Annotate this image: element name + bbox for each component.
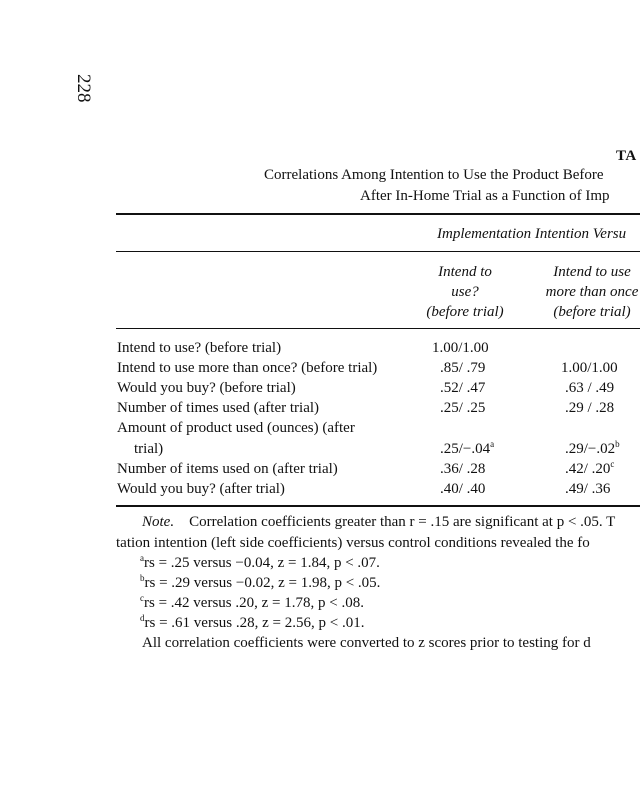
footnote-b: $^b$rs = .29 versus −0.02, z = 1.98, p < .05. bbox=[140, 573, 381, 591]
caption-line-1: Correlations Among Intention to Use the Product Before bbox=[264, 167, 604, 183]
spanner-rule bbox=[116, 251, 640, 252]
column-header-intend-to-use: Intend to use? (before trial) bbox=[426, 264, 504, 320]
table-cell: .85/ .79 bbox=[440, 360, 486, 376]
row-label: Number of times used (after trial) bbox=[117, 400, 320, 416]
caption-line-2: After In-Home Trial as a Function of Imp bbox=[360, 188, 610, 204]
header-rule bbox=[116, 328, 640, 329]
table-cell: .25/−.04$^a$ bbox=[440, 439, 495, 457]
footnote-c: $^c$rs = .42 versus .20, z = 1.78, p < .08. bbox=[140, 593, 364, 611]
table-note-line-1: Note. Correlation coefficients greater than r = .15 are significant at p < .05. T bbox=[142, 514, 616, 530]
table-cell: .40/ .40 bbox=[440, 481, 486, 497]
table-cell: .29/−.02$^b$ bbox=[565, 439, 620, 457]
row-label: Number of items used on (after trial) bbox=[117, 461, 338, 477]
column-header-intend-more-than-once: Intend to use more than once (before trial) bbox=[545, 264, 639, 320]
row-label-continuation: trial) bbox=[134, 441, 164, 457]
table-cell: .42/ .20$^c$ bbox=[565, 459, 615, 477]
footnote-a: $^a$rs = .25 versus −0.04, z = 1.84, p < .07. bbox=[140, 553, 380, 571]
row-label: Would you buy? (before trial) bbox=[117, 380, 296, 396]
table-note-last-line: All correlation coefficients were converted to z scores prior to testing for d bbox=[142, 635, 591, 651]
table-cell: .63 / .49 bbox=[565, 380, 615, 396]
row-label: Would you buy? (after trial) bbox=[117, 481, 285, 497]
table-label: TA bbox=[616, 148, 637, 164]
page-number: 228 bbox=[73, 74, 94, 103]
table-cell: 1.00/1.00 bbox=[561, 360, 618, 376]
footnote-d: $^d$rs = .61 versus .28, z = 2.56, p < .01. bbox=[140, 613, 365, 631]
table-cell: .25/ .25 bbox=[440, 400, 486, 416]
table-cell: 1.00/1.00 bbox=[432, 340, 489, 356]
table-note-line-2: tation intention (left side coefficients) versus control conditions revealed the fo bbox=[116, 535, 590, 551]
table-cell: .36/ .28 bbox=[440, 461, 486, 477]
table-bottom-rule bbox=[116, 505, 640, 507]
table-cell: .49/ .36 bbox=[565, 481, 611, 497]
row-label: Intend to use? (before trial) bbox=[117, 340, 282, 356]
spanner-header: Implementation Intention Versu bbox=[437, 226, 627, 242]
table-top-rule bbox=[116, 213, 640, 215]
row-label: Amount of product used (ounces) (after bbox=[117, 420, 355, 436]
table-cell: .52/ .47 bbox=[440, 380, 486, 396]
row-label: Intend to use more than once? (before trial) bbox=[117, 360, 378, 376]
table-cell: .29 / .28 bbox=[565, 400, 615, 416]
